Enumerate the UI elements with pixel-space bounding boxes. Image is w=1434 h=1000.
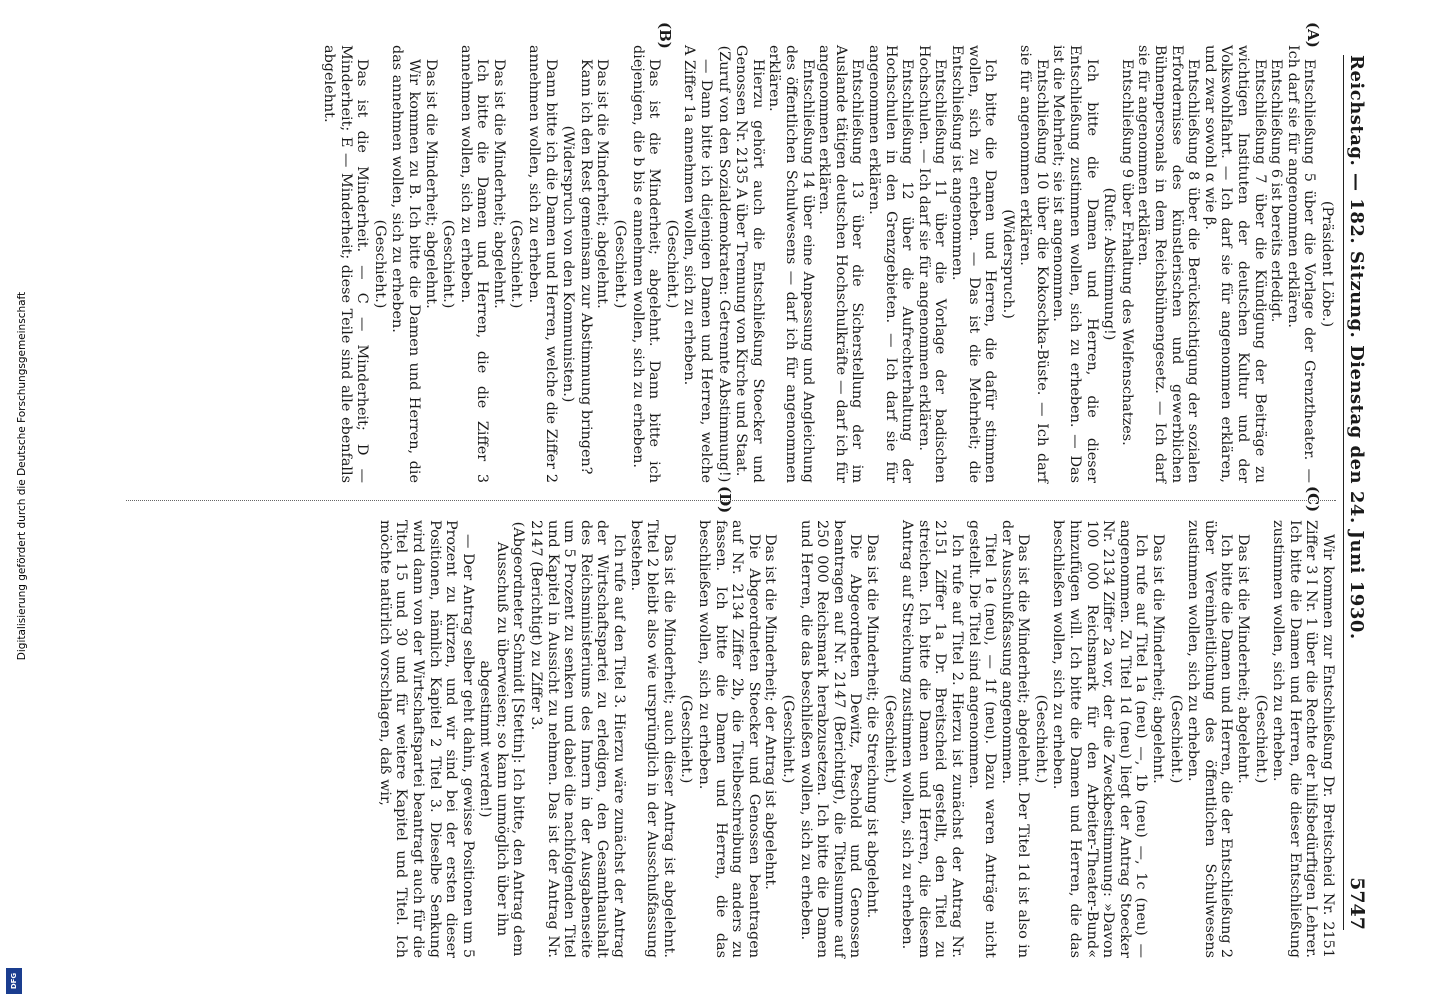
paragraph: Wir kommen zu B. Ich bitte die Damen und Herren, die das annehmen wollen, sich zu erheben.: [389, 45, 422, 483]
interjection: (Geschieht.): [508, 219, 525, 309]
interjection: (Rufe: Abstimmung!): [1101, 187, 1118, 341]
footer-text: Digitalisierung gefördert durch die Deutsche Forschungsgemeinschaft: [16, 291, 28, 661]
paragraph: Ich bitte die Damen und Herren, die der Entschließung 2 über Vereinheitlichung des öffentlichen Schulwesens zustimmen wollen, sich zu erheben.: [1185, 520, 1235, 958]
paragraph: Das ist die Minderheit; abgelehnt. Der Titel 1d ist also in der Ausschußfassung angenommen.: [998, 520, 1032, 958]
page-number: 5747: [1346, 877, 1368, 930]
interjection: (Zuruf von den Sozialdemokraten: Getrennte Abstimmung!): [715, 45, 732, 483]
paragraph: Entschließung 7 über die Kündigung der Beiträge zu wichtigen Instituten der deutschen Kultur und der Volkswohlfahrt. — Ich darf sie für angenommen erklären, und zwar sowohl α wie β.: [1201, 45, 1268, 483]
paragraph: Entschließung 6 ist bereits erledigt.: [1268, 59, 1285, 323]
interjection: (Geschieht.): [780, 694, 796, 784]
paragraph: Entschließung 12 über die Aufrechterhaltung der Hochschulen in den Grenzgebieten. — Ich darf sie für angenommen erklären.: [865, 45, 916, 483]
paragraph: Ich rufe auf den Titel 3. Hierzu wäre zunächst der Antrag der Wirtschaftspartei zu erledigen, den Gesamthaushalt des Reichsministeriums des Innern in der Ausgabenseite um 5 Prozent zu senken und dabei die nachfolgenden Titel und Kapitel in Aussicht zu nehmen. Das ist der Antrag Nr. 2147 (Berichtigt) zu Ziffer 3.: [528, 520, 628, 958]
paragraph: Die Abgeordneten Stoecker und Genossen beantragen auf Nr. 2134 Ziffer 2b, die Titelbeschreibung anders zu fassen. Ich bitte die Damen und Herren, die das beschließen wollen, sich zu erheben.: [696, 520, 762, 958]
interjection: (Geschieht.): [678, 694, 695, 784]
interjection: (Geschieht.): [663, 219, 680, 309]
right-column: [376, 520, 1336, 958]
paragraph: Entschließung 8 über die Berücksichtigung der sozialen Erfordernisse des künstlerischen und gewerblichen Bühnenpersonals in dem Reichsbühnengesetz. — Ich darf sie für angenommen erklären.: [1135, 45, 1202, 483]
paragraph: Das ist die Minderheit; der Antrag ist abgelehnt.: [762, 534, 779, 890]
interjection: (Präsident Löbe.): [1319, 200, 1335, 328]
column-divider: [126, 500, 1336, 501]
paragraph: Hierzu gehört auch die Entschließung Stoecker und Genossen Nr. 2135 A über Trennung von Kirche und Staat.: [733, 45, 766, 483]
paragraph: Ich bitte die Damen und Herren, die dafür stimmen wollen, sich zu erheben. — Das ist die Mehrheit; die Entschließung ist angenommen.: [948, 45, 999, 483]
paragraph: Entschließung 9 über Erhaltung des Welfenschatzes.: [1118, 59, 1135, 446]
interjection: (Geschieht.): [1032, 694, 1049, 784]
interjection: (Geschieht.): [612, 219, 629, 309]
paragraph: Ich rufe auf Titel 1a (neu) —, 1b (neu) —, 1c (neu) — angenommen. Zu Titel 1d (neu) liegt der Antrag Stoecker Nr. 2134 Ziffer 2a vor, der die Zweckbestimmung: »Davon 100 000 Reichsmark für den Arbeiter-Theater-Bund« hinzufügen will. Ich bitte die Damen und Herren, die das beschließen wollen, sich zu erheben.: [1050, 520, 1150, 958]
interjection: (Geschieht.): [881, 694, 898, 784]
paragraph: Das ist die Minderheit; die Streichung ist abgelehnt.: [863, 534, 880, 919]
paragraph: Ich rufe auf Titel 2. Hierzu ist zunächst der Antrag Nr. 2151 Ziffer 1a Dr. Breitscheid gestellt, den Titel zu streichen. Ich bitte die Damen und Herren, die diesem Antrag auf Streichung zustimmen wollen, sich zu erheben.: [899, 520, 965, 958]
margin-mark-b: (B): [656, 22, 674, 49]
margin-mark-d: (D): [716, 486, 734, 514]
paragraph: Das ist die Minderheit; abgelehnt.: [1150, 534, 1167, 784]
margin-mark-a: (A): [1304, 22, 1322, 48]
paragraph: Das ist die Minderheit. — C — Minderheit; D — Minderheit; E — Minderheit; diese Teile sind alle ebenfalls abgelehnt.: [320, 45, 371, 483]
interjection: (Geschieht.): [371, 219, 388, 309]
interjection: (Abgeordneter Schmidt [Stettin]: Ich bitte, den Antrag dem Ausschuß zu überweisen; so kann unmöglich über ihn abgestimmt werden!): [477, 521, 527, 957]
paragraph: Wir kommen zur Entschließung Dr. Breitscheid Nr. 2151 Ziffer 3 I Nr. 1 über die Rechte der hilfsbedürftigen Lehrer. Ich bitte die Damen und Herren, die dieser Entschließung zustimmen wollen, sich zu erheben.: [1270, 520, 1336, 958]
paragraph: Das ist die Minderheit; abgelehnt.: [490, 59, 507, 309]
paragraph: Kann ich den Rest gemeinsam zur Abstimmung bringen?: [577, 59, 594, 475]
dfg-logo-icon: DFG: [6, 968, 22, 994]
margin-mark-c: (C): [1304, 486, 1322, 513]
paragraph: Ich bitte die Damen und Herren, die die Ziffer 3 annehmen wollen, sich zu erheben.: [457, 45, 491, 483]
paragraph: Das ist die Minderheit; abgelehnt.: [422, 59, 439, 309]
running-title: Reichstag. — 182. Sitzung. Dienstag den 24. Juni 1930.: [1346, 55, 1367, 640]
paragraph: Entschließung 13 über die Sicherstellung der im Auslande tätigen deutschen Hochschulkräfte — darf ich für angenommen erklären.: [816, 45, 866, 483]
left-column: [320, 45, 1336, 483]
paragraph: Entschließung 5 über die Vorlage der Grenztheater. — Ich darf sie für angenommen erklären.: [1284, 45, 1318, 483]
paragraph: Entschließung 10 über die Kokoschka-Büste. — Ich darf sie für angenommen erklären.: [1017, 45, 1050, 483]
paragraph: Die Abgeordneten Dewitz, Peschold und Genossen beantragen auf Nr. 2147 (Berichtigt), die Titelsumme auf 250 000 Reichsmark herabzusetzen. Ich bitte die Damen und Herren, die das beschließen wollen, sich zu erheben.: [797, 520, 864, 958]
paragraph: Das ist die Minderheit; abgelehnt.: [594, 59, 611, 309]
paragraph: — Der Antrag selber geht dahin, gewisse Positionen um 5 Prozent zu kürzen, und wir sind bei der ersten dieser Positionen, nämlich Kapitel 2 Titel 3. Dieselbe Senkung wird dann von der Wirtschaftspartei beantragt auch für die Titel 15 und 30 und für weitere Kapitel und Titel. Ich möchte natürlich vorschlagen, daß wir,: [376, 520, 476, 958]
paragraph: — Dann bitte ich diejenigen Damen und Herren, welche A Ziffer 1a annehmen wollen, sich zu erheben.: [681, 45, 715, 483]
paragraph: Entschließung 14 über eine Anpassung und Angleichung des öffentlichen Schulwesens — darf ich für angenommen erklären.: [766, 45, 816, 483]
running-header: [1343, 55, 1376, 930]
paragraph: Das ist die Minderheit; abgelehnt.: [1235, 534, 1252, 784]
paragraph: Das ist die Minderheit; auch dieser Antrag ist abgelehnt. Titel 2 bleibt also wie ursprünglich in der Ausschußfassung bestehen.: [627, 520, 677, 958]
interjection: (Widerspruch.): [999, 209, 1016, 319]
paragraph: Ich bitte die Damen und Herren, die dieser Entschließung zustimmen wollen, sich zu erheben. — Das ist die Mehrheit; sie ist angenommen.: [1050, 45, 1100, 483]
interjection: (Geschieht.): [1252, 694, 1269, 784]
interjection: (Widerspruch von den Kommunisten.): [560, 125, 577, 403]
paragraph: Titel 1e (neu), — 1f (neu). Dazu waren Anträge nicht gestellt. Die Titel sind angenommen.: [965, 520, 999, 958]
interjection: (Geschieht.): [440, 219, 457, 309]
paragraph: Dann bitte ich die Damen und Herren, welche die Ziffer 2 annehmen wollen, sich zu erheben.: [526, 45, 559, 483]
paragraph: Das ist die Minderheit; abgelehnt. Dann bitte ich diejenigen, die b bis e annehmen wollen, sich zu erheben.: [629, 45, 663, 483]
interjection: (Geschieht.): [1167, 694, 1184, 784]
paragraph: Entschließung 11 über die Vorlage der badischen Hochschulen. — Ich darf sie für angenommen erklären.: [915, 45, 949, 483]
